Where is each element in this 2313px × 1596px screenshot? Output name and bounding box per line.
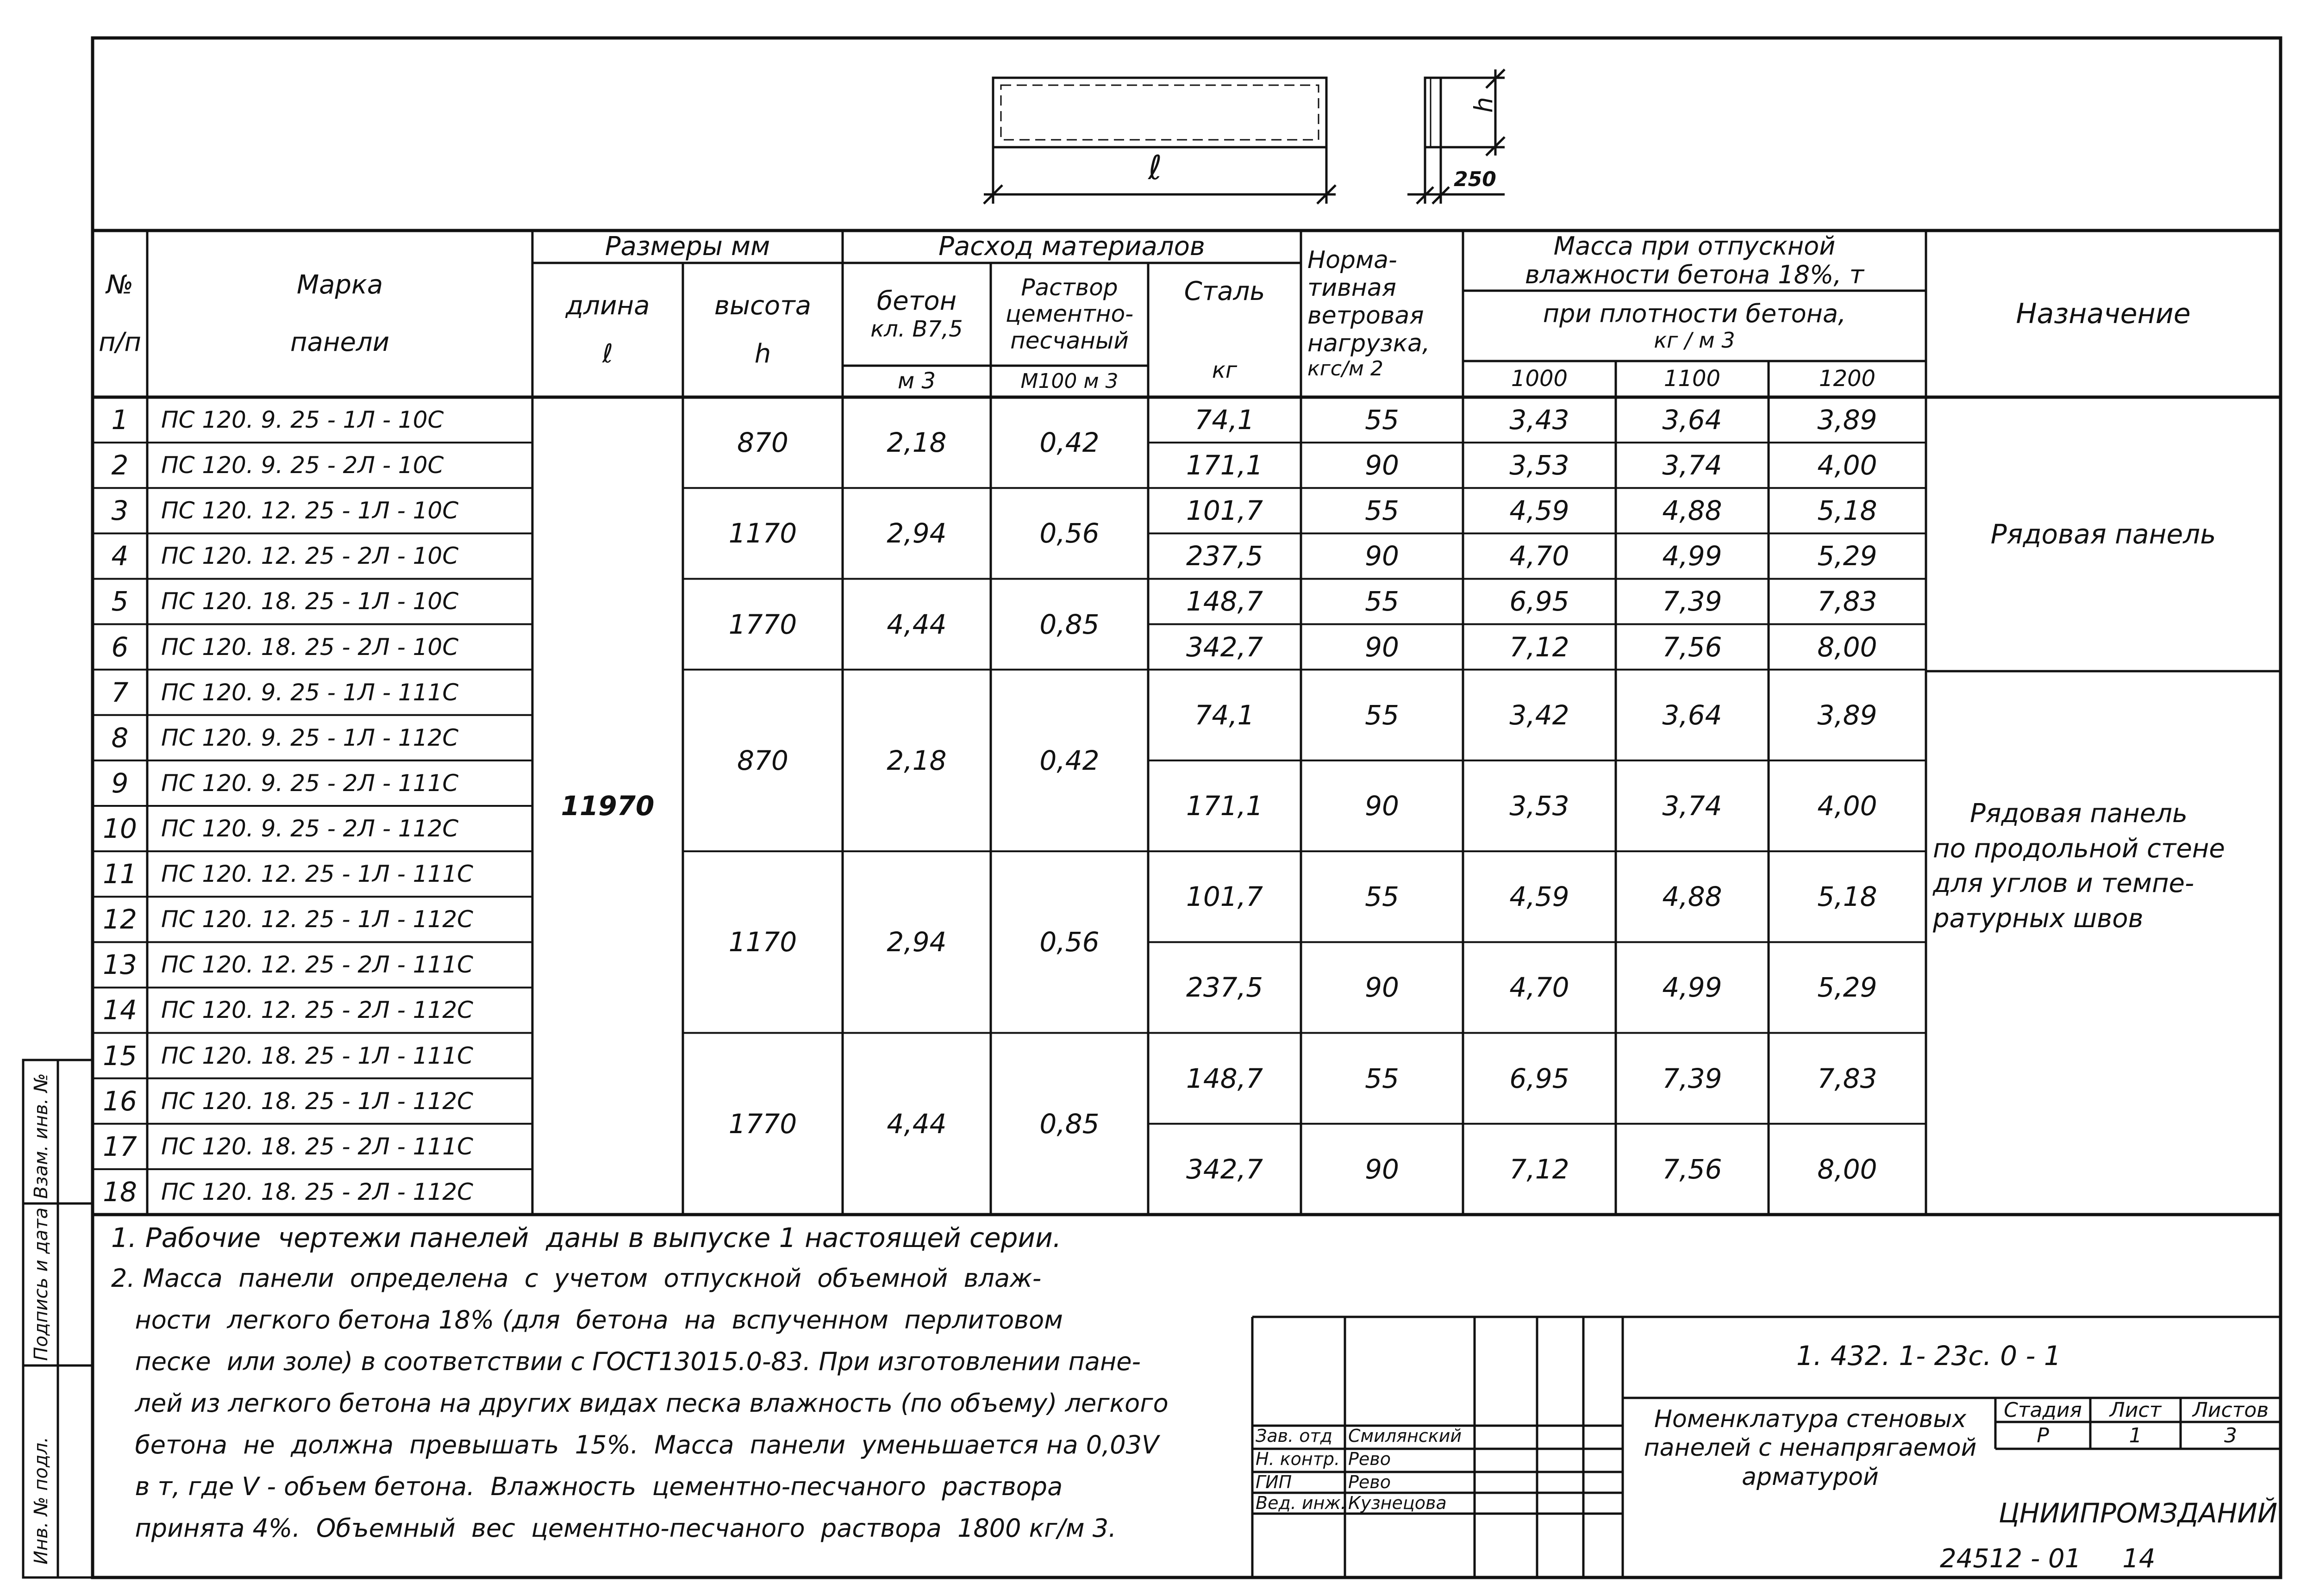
header-number-line1: № [106, 269, 134, 300]
side-stamp-signature: Подпись и дата [31, 1207, 52, 1361]
mass-1000-value: 4,70 [1509, 540, 1569, 572]
mass-1100-value: 4,88 [1662, 881, 1722, 913]
wind-load-value: 90 [1365, 449, 1399, 481]
steel-mass-value: 101,7 [1186, 495, 1263, 527]
header-density-1200: 1200 [1819, 366, 1876, 392]
header-mortar [991, 263, 1148, 366]
stage-label: Стадия [2004, 1398, 2082, 1422]
panel-mark: ПС 120. 12. 25 - 1Л - 10С [161, 497, 459, 524]
note-line: 2. Масса панели определена с учетом отпускной объемной влаж- [111, 1264, 1042, 1293]
mass-1100-value: 3,74 [1662, 449, 1722, 481]
mass-1200-value: 5,18 [1817, 495, 1877, 527]
role-title: Зав. отд [1256, 1426, 1332, 1446]
steel-mass-value: 237,5 [1186, 972, 1263, 1004]
note-line: принята 4%. Объемный вес цементно-песчаного раствора 1800 кг/м 3. [111, 1514, 1117, 1543]
wind-load-value: 90 [1365, 540, 1399, 572]
panel-mark: ПС 120. 18. 25 - 2Л - 10С [161, 633, 459, 661]
note-line: 1. Рабочие чертежи панелей даны в выпуске 1 настоящей серии. [111, 1222, 1062, 1253]
sheets-label: Листов [2192, 1398, 2269, 1422]
panel-mark: ПС 120. 12. 25 - 2Л - 112С [161, 997, 474, 1024]
mass-1100-value: 3,64 [1662, 404, 1722, 436]
header-concrete [843, 263, 991, 366]
height-dimension-label: h [1469, 97, 1499, 113]
row-number: 17 [103, 1130, 137, 1162]
wind-load-value: 55 [1365, 699, 1399, 731]
header-wind-line4: нагрузка, [1307, 329, 1430, 357]
mass-1000-value: 6,95 [1509, 1062, 1569, 1094]
sheet-label: Лист [2109, 1398, 2162, 1422]
panel-mark: ПС 120. 12. 25 - 1Л - 112С [161, 906, 474, 933]
header-number [93, 231, 147, 397]
side-stamp-inventory: Инв. № подл. [31, 1437, 52, 1565]
row-number: 2 [111, 449, 129, 481]
header-height-line1: высота [714, 290, 812, 321]
row-number: 7 [111, 676, 129, 708]
organization-name: ЦНИИПРОМЗДАНИЙ [1998, 1497, 2278, 1529]
header-mass [1463, 231, 1926, 291]
panel-mark: ПС 120. 9. 25 - 2Л - 10С [161, 452, 444, 479]
steel-mass-value: 148,7 [1186, 586, 1263, 617]
mass-1000-value: 3,42 [1509, 699, 1569, 731]
header-concrete-line1: бетон [876, 286, 957, 317]
document-title-line1: Номенклатура стеновых [1654, 1405, 1967, 1433]
header-mortar-line3: песчаный [1010, 327, 1129, 354]
mortar-volume-value: 0,42 [1039, 744, 1100, 776]
header-sizes: Размеры мм [605, 231, 770, 262]
header-mortar-unit: М100 м 3 [1020, 369, 1119, 393]
mortar-volume-value: 0,85 [1039, 608, 1100, 640]
row-number: 18 [103, 1176, 137, 1208]
steel-mass-value: 171,1 [1186, 449, 1263, 481]
header-height [683, 263, 843, 397]
header-mass-line2: влажности бетона 18%, т [1525, 260, 1864, 289]
row-number: 4 [111, 540, 129, 572]
panel-height-value: 1770 [728, 608, 797, 640]
document-title-line2: панелей с ненапрягаемой [1644, 1434, 1977, 1462]
row-number: 16 [103, 1085, 137, 1117]
mass-1100-value: 7,39 [1662, 1062, 1722, 1094]
steel-mass-value: 74,1 [1194, 404, 1255, 436]
mortar-volume-value: 0,56 [1039, 926, 1100, 958]
header-wind-line3: ветровая [1307, 301, 1424, 330]
note-line: песке или золе) в соответствии с ГОСТ13015.0-83. При изготовлении пане- [111, 1347, 1141, 1376]
panel-mark: ПС 120. 18. 25 - 1Л - 10С [161, 588, 459, 615]
mass-1000-value: 7,12 [1509, 1153, 1569, 1185]
header-length-line2: ℓ [602, 339, 613, 369]
row-number: 12 [103, 904, 137, 935]
panel-mark: ПС 120. 18. 25 - 2Л - 112С [161, 1178, 474, 1205]
document-code: 1. 432. 1- 23с. 0 - 1 [1796, 1340, 2061, 1372]
note-line: в т, где V - объем бетона. Влажность цементно-песчаного раствора [111, 1472, 1063, 1501]
concrete-volume-value: 4,44 [887, 1108, 947, 1140]
mass-1100-value: 4,99 [1662, 540, 1722, 572]
header-wind-line1: Норма- [1307, 246, 1397, 274]
panel-mark: ПС 120. 18. 25 - 1Л - 112С [161, 1087, 474, 1115]
role-title: Вед. инж. [1256, 1493, 1346, 1513]
wind-load-value: 55 [1365, 1062, 1399, 1094]
row-number: 5 [111, 586, 129, 617]
header-mark-line1: Марка [296, 269, 383, 300]
wind-load-value: 90 [1365, 631, 1399, 663]
header-mortar-line2: цементно- [1005, 300, 1134, 328]
header-height-line2: h [754, 339, 771, 369]
mass-1100-value: 7,39 [1662, 586, 1722, 617]
mass-1200-value: 5,29 [1817, 540, 1877, 572]
header-density-1000: 1000 [1511, 366, 1568, 392]
concrete-volume-value: 2,94 [887, 926, 947, 958]
document-title-line3: арматурой [1742, 1463, 1879, 1491]
header-length-line1: длина [565, 290, 650, 321]
mass-1100-value: 7,56 [1662, 1153, 1722, 1185]
mortar-volume-value: 0,42 [1039, 427, 1100, 459]
mass-1200-value: 4,00 [1817, 790, 1877, 822]
mass-1200-value: 7,83 [1817, 1062, 1877, 1094]
row-number: 13 [103, 949, 137, 981]
panel-mark: ПС 120. 18. 25 - 2Л - 111С [161, 1133, 474, 1160]
panel-mark: ПС 120. 12. 25 - 2Л - 111С [161, 951, 474, 979]
mass-1100-value: 4,88 [1662, 495, 1722, 527]
mortar-volume-value: 0,85 [1039, 1108, 1100, 1140]
row-number: 6 [111, 631, 129, 663]
header-steel-line1: Сталь [1184, 276, 1265, 307]
panel-mark: ПС 120. 9. 25 - 1Л - 111С [161, 679, 459, 706]
role-person-name: Кузнецова [1348, 1493, 1447, 1513]
wind-load-value: 55 [1365, 404, 1399, 436]
header-length [532, 263, 683, 397]
header-mortar-line1: Раствор [1021, 274, 1118, 301]
purpose-line-2: по продольной стене [1933, 833, 2225, 864]
bottom-archive-code: 24512 - 01 14 [1940, 1544, 2156, 1574]
mass-1000-value: 3,43 [1509, 404, 1569, 436]
mass-1000-value: 4,59 [1509, 495, 1569, 527]
steel-mass-value: 342,7 [1186, 631, 1263, 663]
wind-load-value: 90 [1365, 790, 1399, 822]
mass-1000-value: 4,59 [1509, 881, 1569, 913]
steel-mass-value: 237,5 [1186, 540, 1263, 572]
panel-height-value: 1170 [728, 517, 797, 549]
steel-mass-value: 101,7 [1186, 881, 1263, 913]
note-line: лей из легкого бетона на других видах песка влажность (по объему) легкого [111, 1389, 1169, 1418]
concrete-volume-value: 2,18 [887, 427, 947, 459]
header-wind-line5: кгс/м 2 [1307, 357, 1383, 381]
mass-1200-value: 7,83 [1817, 586, 1877, 617]
sheet-value: 1 [2129, 1423, 2142, 1447]
header-density-line2: кг / м 3 [1654, 327, 1735, 353]
note-line: бетона не должна превышать 15%. Масса панели уменьшается на 0,03V [111, 1430, 1159, 1459]
panel-mark: ПС 120. 9. 25 - 2Л - 111С [161, 769, 459, 797]
purpose-line-4: ратурных швов [1933, 903, 2144, 934]
header-steel [1148, 263, 1301, 397]
mass-1000-value: 4,70 [1509, 972, 1569, 1004]
panel-mark: ПС 120. 9. 25 - 1Л - 10С [161, 406, 444, 434]
header-density [1463, 291, 1926, 361]
row-number: 10 [103, 813, 137, 845]
header-wind-load [1301, 231, 1463, 397]
row-number: 11 [103, 858, 137, 890]
panel-height-value: 1170 [728, 926, 797, 958]
row-number: 14 [103, 994, 137, 1026]
panel-height-value: 1770 [728, 1108, 797, 1140]
steel-mass-value: 342,7 [1186, 1153, 1263, 1185]
mass-1200-value: 8,00 [1817, 631, 1877, 663]
header-wind-line2: тивная [1307, 274, 1396, 302]
mass-1200-value: 5,29 [1817, 972, 1877, 1004]
note-line: ности легкого бетона 18% (для бетона на вспученном перлитовом [111, 1305, 1063, 1334]
panel-mark: ПС 120. 9. 25 - 1Л - 112С [161, 724, 459, 751]
row-number: 1 [111, 404, 129, 436]
mass-1100-value: 4,99 [1662, 972, 1722, 1004]
mass-1200-value: 5,18 [1817, 881, 1877, 913]
panel-mark: ПС 120. 9. 25 - 2Л - 112С [161, 815, 459, 842]
panel-mark: ПС 120. 12. 25 - 2Л - 10С [161, 542, 459, 570]
role-person-name: Смилянский [1348, 1426, 1462, 1446]
header-mark-line2: панели [290, 327, 390, 357]
purpose-line-3: для углов и темпе- [1933, 868, 2194, 899]
role-person-name: Рево [1348, 1449, 1391, 1469]
mass-1100-value: 3,74 [1662, 790, 1722, 822]
steel-mass-value: 171,1 [1186, 790, 1263, 822]
mass-1100-value: 3,64 [1662, 699, 1722, 731]
concrete-volume-value: 4,44 [887, 608, 947, 640]
panel-height-value: 870 [737, 744, 788, 776]
purpose-line-1: Рядовая панель [1970, 798, 2188, 829]
mass-1000-value: 6,95 [1509, 586, 1569, 617]
header-steel-line2: кг [1212, 357, 1238, 383]
length-value: 11970 [561, 790, 655, 822]
header-mass-line1: Масса при отпускной [1553, 231, 1836, 261]
wind-load-value: 55 [1365, 881, 1399, 913]
header-density-1100: 1100 [1663, 366, 1721, 392]
sheets-value: 3 [2224, 1423, 2237, 1447]
stage-value: Р [2037, 1423, 2049, 1447]
mass-1100-value: 7,56 [1662, 631, 1722, 663]
header-concrete-unit: м 3 [897, 368, 936, 394]
steel-mass-value: 148,7 [1186, 1062, 1263, 1094]
header-density-line1: при плотности бетона, [1543, 299, 1846, 328]
purpose-regular-panel: Рядовая панель [1990, 518, 2216, 550]
panel-height-value: 870 [737, 427, 788, 459]
mass-1200-value: 4,00 [1817, 449, 1877, 481]
header-concrete-line2: кл. В7,5 [870, 316, 963, 342]
panel-mark: ПС 120. 12. 25 - 1Л - 111С [161, 860, 474, 888]
concrete-volume-value: 2,94 [887, 517, 947, 549]
steel-mass-value: 74,1 [1194, 699, 1255, 731]
header-number-line2: п/п [98, 327, 142, 357]
side-stamp-replace: Взам. инв. № [31, 1073, 52, 1199]
header-materials: Расход материалов [938, 231, 1205, 262]
length-dimension-label: ℓ [1148, 148, 1162, 187]
mass-1200-value: 3,89 [1817, 404, 1877, 436]
mass-1000-value: 3,53 [1509, 449, 1569, 481]
role-person-name: Рево [1348, 1472, 1391, 1492]
wind-load-value: 90 [1365, 972, 1399, 1004]
thickness-dimension-label: 250 [1454, 168, 1496, 191]
document-title [1627, 1405, 1993, 1491]
wind-load-value: 55 [1365, 495, 1399, 527]
mortar-volume-value: 0,56 [1039, 517, 1100, 549]
mass-1000-value: 7,12 [1509, 631, 1569, 663]
row-number: 15 [103, 1040, 137, 1072]
role-title: Н. контр. [1256, 1449, 1340, 1469]
panel-mark: ПС 120. 18. 25 - 1Л - 111С [161, 1042, 474, 1069]
wind-load-value: 90 [1365, 1153, 1399, 1185]
role-title: ГИП [1256, 1472, 1292, 1492]
mass-1200-value: 3,89 [1817, 699, 1877, 731]
row-number: 3 [111, 495, 129, 527]
header-mark [147, 231, 532, 397]
purpose-longitudinal-panel [1933, 796, 2275, 936]
mass-1200-value: 8,00 [1817, 1153, 1877, 1185]
wind-load-value: 55 [1365, 586, 1399, 617]
row-number: 8 [111, 722, 129, 754]
header-purpose: Назначение [2016, 297, 2191, 330]
concrete-volume-value: 2,18 [887, 744, 947, 776]
row-number: 9 [111, 767, 129, 799]
mass-1000-value: 3,53 [1509, 790, 1569, 822]
